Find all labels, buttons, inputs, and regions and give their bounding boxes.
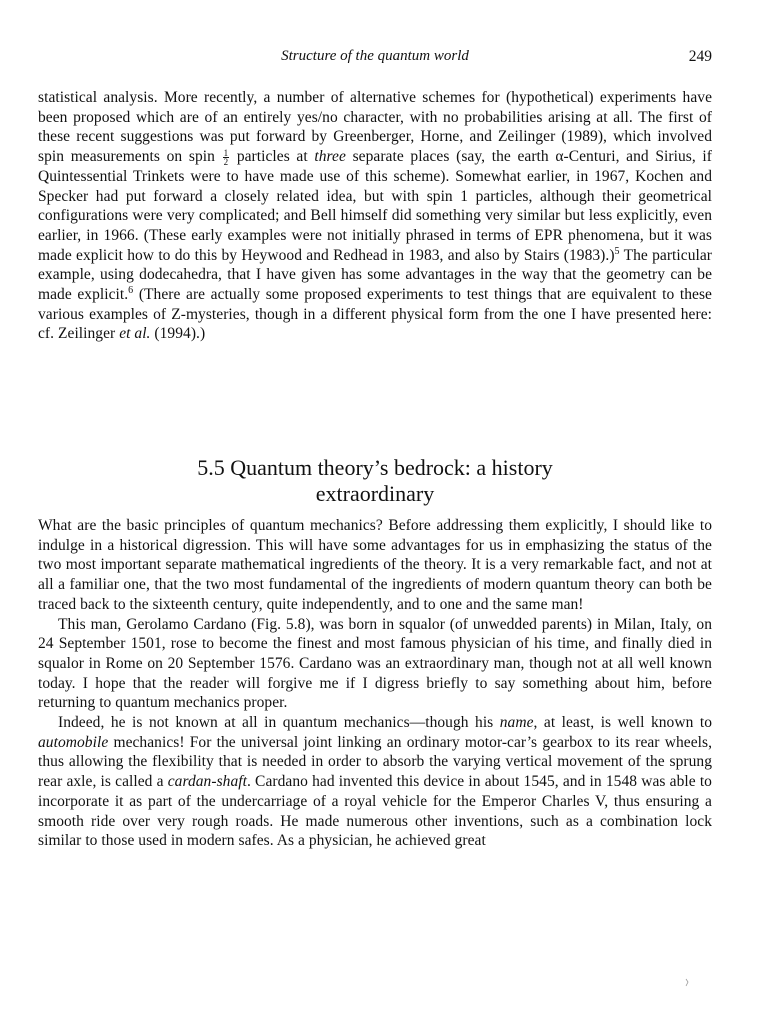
fraction-one-half: [223, 149, 230, 166]
emphasis-name: name: [499, 714, 534, 732]
scan-mark-icon: [684, 978, 690, 988]
paragraph-continued: [38, 88, 712, 344]
emphasis-three: three: [314, 148, 346, 166]
text-block-top: [38, 88, 712, 344]
emphasis-et-al: et al.: [119, 325, 151, 343]
text-span: The particular example, using dodecahedra, that I have given has some advantages in the way that the geometry can be made explicit.: [38, 246, 712, 304]
running-head: [38, 48, 712, 70]
emphasis-automobile: automobile: [38, 733, 109, 751]
paragraph-cardano-bio: This man, Gerolamo Cardano (Fig. 5.8), was born in squalor (of unwedded parents) in Milan, Italy, on 24 September 1501, rose to become the finest and most famous physician of his time, and finally died in squalor in Rome on 20 September 1576. Cardano was an extraordinary man, though not at all well known today. I hope that the reader will forgive me if I digress briefly to say something about him, before returning to quantum mechanics proper.: [38, 615, 712, 712]
text-span: statistical analysis. More recently, a number of alternative schemes for (hypothetical) experiments have been proposed which are of an entirely yes/no character, with no probabilities arising at all. The first of these recent suggestions was put forward by Greenberger, Horne, and Zeilinger (1989), which involved spin measurements on spin: [38, 89, 712, 166]
text-span: separate places (say, the earth α-Centuri, and Sirius, if Quintessential Trinkets were to have made use of this scheme). Somewhat earlier, in 1967, Kochen and Specker had put forward a closely related idea, but with spin 1 particles, although their geometrical configurations were very complicated; and Bell himself did something very similar but less explicitly, even earlier, in 1966. (These early examples were not initially phrased in terms of EPR phenomena, but it was made explicit how to do this by Heywood and Redhead in 1983, and also by Stairs (1983).): [38, 148, 712, 264]
fraction-numerator: 1: [223, 148, 229, 159]
text-span: Indeed, he is not known at all in quantum mechanics—though his: [58, 714, 500, 732]
section-heading-line-2: extraordinary: [315, 481, 435, 506]
page-number: 249: [688, 48, 712, 65]
text-span: particles at: [230, 148, 315, 166]
running-head-title: Structure of the quantum world: [281, 48, 469, 64]
section-heading-line-1: 5.5 Quantum theory’s bedrock: a history: [197, 455, 553, 480]
text-span: mechanics! For the universal joint linking an ordinary motor-car’s gearbox to its rear wheels, thus allowing the flexibility that is needed in order to absorb the varying vertical movement of the sprung rear axle, is called a: [38, 733, 712, 791]
footnote-marker-6: 6: [128, 284, 134, 296]
fraction-denominator: 2: [223, 157, 229, 168]
footnote-marker-5: 5: [614, 245, 620, 257]
text-span: (There are actually some proposed experiments to test things that are equivalent to these various examples of Z-mysteries, though in a different physical form from the one I have presented here: cf. Zeilinger: [38, 286, 712, 343]
paragraph-opening: What are the basic principles of quantum mechanics? Before addressing them explicitly, I should like to indulge in a historical digression. This will have some advantages for us in emphasizing the status of the two most important separate mathematical ingredients of the theory. It is a very remarkable fact, and not at all a familiar one, that the two most fundamental of the ingredients of modern quantum theory can both be traced back to the sixteenth century, quite independently, and to one and the same man!: [38, 517, 712, 613]
text-span: , at least, is well known to: [533, 714, 713, 732]
section-heading: [38, 455, 712, 507]
paragraph-cardan-shaft: [38, 713, 712, 851]
text-span: (1994).): [150, 325, 206, 343]
text-block-bottom: [38, 516, 712, 851]
text-span: . Cardano had invented this device in about 1545, and in 1548 was able to incorporate it as part of the undercarriage of a royal vehicle for the Emperor Charles V, thus ensuring a smooth ride over very rough roads. He made numerous other inventions, such as a combination lock similar to those used in modern safes. As a physician, he achieved great: [38, 773, 712, 850]
emphasis-cardan-shaft: cardan-shaft: [167, 773, 247, 791]
